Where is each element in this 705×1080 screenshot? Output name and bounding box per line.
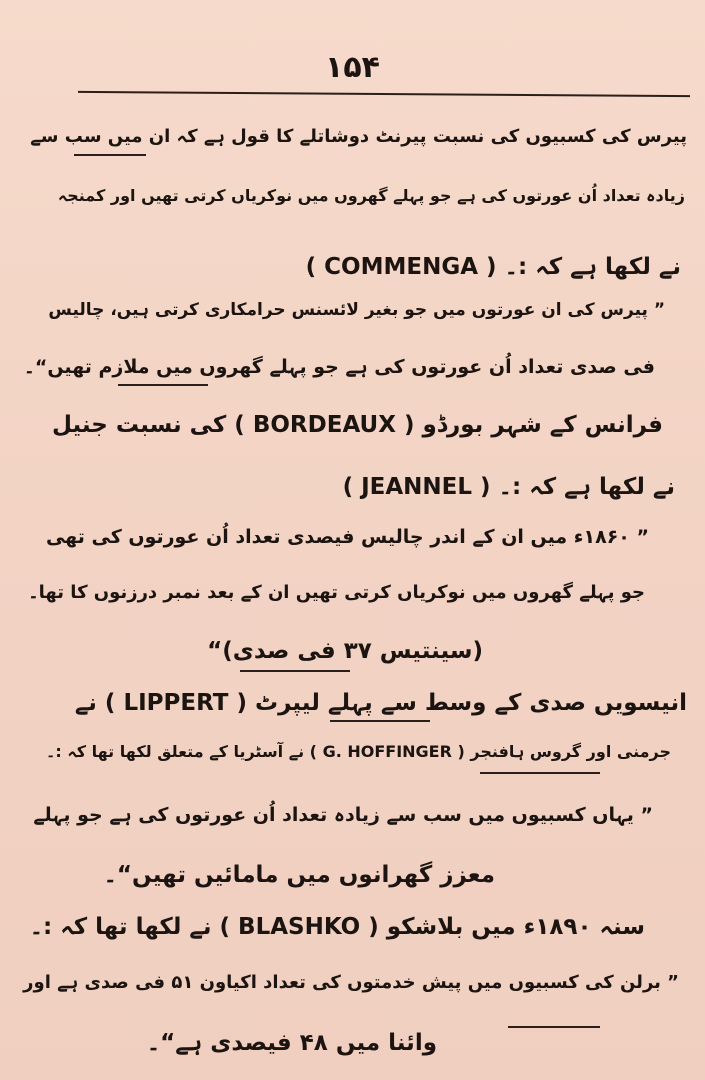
underline bbox=[480, 772, 600, 774]
underline bbox=[330, 720, 430, 722]
quote-line-1: ” پیرس کی ان عورتوں میں جو بغیر لائسنس حرامکاری کرتی ہیں، چالیس bbox=[48, 300, 665, 320]
text-line-8: سنہ ۱۸۹۰ء میں بلاشکو ( BLASHKO ) نے لکھا تھا کہ :۔ bbox=[29, 914, 645, 940]
text-line-7: جرمنی اور گروس ہافنجر ( G. HOFFINGER ) نے آسٹریا کے متعلق لکھا تھا کہ :۔ bbox=[46, 742, 671, 761]
quote-line-4: جو پہلے گھروں میں نوکریاں کرتی تھیں ان کے بعد نمبر درزنوں کا تھا۔ bbox=[28, 582, 645, 603]
text-line-4: فرانس کے شہر بورڈو ( BORDEAUX ) کی نسبت جنیل bbox=[51, 412, 663, 438]
quote-line-8: ” برلن کی کسبیوں میں پیش خدمتوں کی تعداد اکیاون ۵۱ فی صدی ہے اور bbox=[23, 972, 679, 993]
text-line-5: ( JEANNEL ) نے لکھا ہے کہ :۔ bbox=[342, 474, 675, 500]
quote-line-3: ” ۱۸۶۰ء میں ان کے اندر چالیس فیصدی تعداد اُن عورتوں کی تھی bbox=[45, 526, 649, 548]
underline bbox=[508, 1026, 600, 1028]
header-rule bbox=[78, 91, 690, 97]
text-line-1: پیرس کی کسبیوں کی نسبت پیرنٹ دوشاتلے کا قول ہے کہ ان میں سب سے bbox=[30, 126, 687, 147]
quote-line-2: فی صدی تعداد اُن عورتوں کی ہے جو پہلے گھروں میں ملازم تھیں“۔ bbox=[23, 356, 655, 378]
text-line-3: ( COMMENGA ) نے لکھا ہے کہ :۔ bbox=[305, 254, 681, 280]
text-line-6: انیسویں صدی کے وسط سے پہلے لیپرٹ ( LIPPERT ) نے bbox=[74, 690, 687, 716]
quote-line-7: معزز گھرانوں میں مامائیں تھیں“۔ bbox=[103, 862, 495, 888]
quote-line-5: (سینتیس ۳۷ فی صدی)“ bbox=[207, 638, 483, 664]
quote-line-6: ” یہاں کسبیوں میں سب سے زیادہ تعداد اُن عورتوں کی ہے جو پہلے bbox=[33, 804, 653, 826]
underline bbox=[240, 670, 350, 672]
text-line-2: زیادہ تعداد اُن عورتوں کی ہے جو پہلے گھروں میں نوکریاں کرتی تھیں اور کمنجہ bbox=[57, 186, 685, 205]
page-number: ۱۵۴ bbox=[325, 50, 380, 85]
underline bbox=[118, 384, 208, 386]
quote-line-9: وائنا میں ۴۸ فیصدی ہے“۔ bbox=[146, 1030, 437, 1056]
underline bbox=[74, 154, 146, 156]
